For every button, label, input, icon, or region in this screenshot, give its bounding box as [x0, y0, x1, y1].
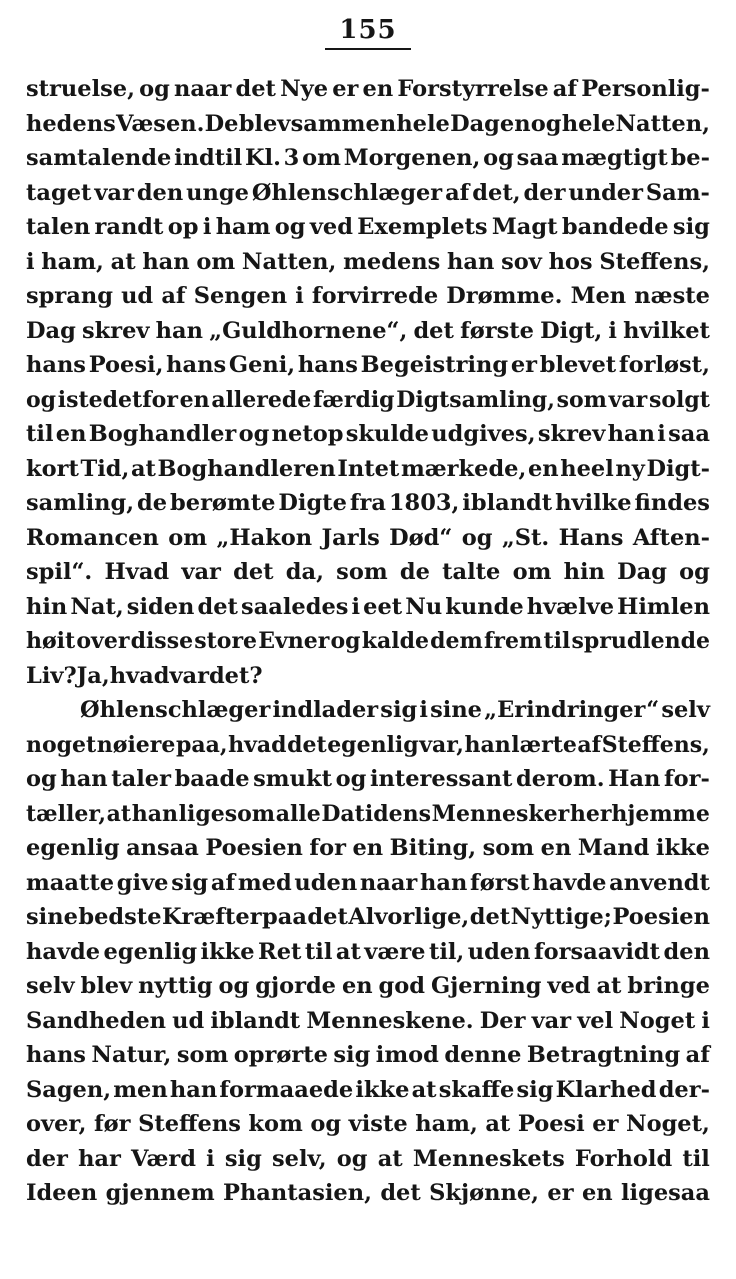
- text-line: Ideen gjennem Phantasien, det Skjønne, er en ligesaa: [26, 1180, 710, 1206]
- page-number: [26, 14, 710, 50]
- text-line: noget nøiere paa, hvad det egenlig var, han lærte af Steffens,: [26, 731, 710, 758]
- text-line: hedens Væsen. De blev sammen hele Dagen og hele Natten,: [26, 110, 710, 137]
- text-line: Liv? Ja, hvad var det?: [26, 662, 263, 689]
- text-line: maatte give sig af med uden naar han først havde anvendt: [26, 869, 710, 896]
- text-line: i ham, at han om Natten, medens han sov hos Steffens,: [26, 248, 710, 275]
- page-number-text: 155: [325, 14, 410, 50]
- paragraph: [26, 72, 710, 693]
- text-line: struelse, og naar det Nye er en Forstyrrelse af Personlig-: [26, 76, 710, 102]
- text-line: der har Værd i sig selv, og at Menneskets Forhold til: [26, 1145, 710, 1172]
- text-line: Sandheden ud iblandt Menneskene. Der var vel Noget i: [26, 1007, 710, 1034]
- text-line: og istedetfor en allerede færdig Digtsamling, som var solgt: [26, 386, 710, 413]
- text-line: over, før Steffens kom og viste ham, at Poesi er Noget,: [26, 1111, 710, 1137]
- text-line: spil“. Hvad var det da, som de talte om hin Dag og: [26, 559, 710, 585]
- text-line: til en Boghandler og netop skulde udgives, skrev han i saa: [26, 421, 710, 447]
- text-line: samling, de berømte Digte fra 1803, iblandt hvilke findes: [26, 490, 710, 516]
- book-page: [26, 14, 710, 1211]
- text-line: havde egenlig ikke Ret til at være til, uden forsaavidt den: [26, 938, 710, 965]
- text-line: hans Poesi, hans Geni, hans Begeistring er blevet forløst,: [26, 352, 710, 378]
- text-line: hans Natur, som oprørte sig imod denne Betragtning af: [26, 1042, 710, 1068]
- text-line: sine bedste Kræfter paa det Alvorlige, det Nyttige; Poesien: [26, 904, 710, 930]
- text-line: hin Nat, siden det saaledes i eet Nu kunde hvælve Himlen: [26, 593, 710, 620]
- text-line: selv blev nyttig og gjorde en god Gjerning ved at bringe: [26, 973, 710, 999]
- text-line: Romancen om „Hakon Jarls Død“ og „St. Hans Aften-: [26, 524, 710, 551]
- text-line: tæller, at han ligesom alle Datidens Mennesker herhjemme: [26, 800, 710, 827]
- text-line: kort Tid, at Boghandleren Intet mærkede, en heel ny Digt-: [26, 455, 710, 482]
- text-line: og han taler baade smukt og interessant derom. Han for-: [26, 766, 710, 792]
- text-line: samtalende indtil Kl. 3 om Morgenen, og saa mægtigt be-: [26, 145, 710, 171]
- paragraph: [26, 693, 710, 1211]
- body-text: [26, 72, 710, 1211]
- text-line: egenlig ansaa Poesien for en Biting, som en Mand ikke: [26, 835, 710, 861]
- text-line: høit over disse store Evner og kalde dem frem til sprudlende: [26, 628, 710, 654]
- text-line: taget var den unge Øhlenschlæger af det, der under Sam-: [26, 179, 710, 206]
- text-line: Dag skrev han „Guldhornene“, det første Digt, i hvilket: [26, 317, 710, 344]
- text-line: Øhlenschlæger indlader sig i sine „Erindringer“ selv: [80, 697, 710, 723]
- text-line: sprang ud af Sengen i forvirrede Drømme. Men næste: [26, 283, 710, 309]
- text-line: talen randt op i ham og ved Exemplets Magt bandede sig: [26, 214, 710, 240]
- text-line: Sagen, men han formaaede ikke at skaffe sig Klarhed der-: [26, 1076, 710, 1103]
